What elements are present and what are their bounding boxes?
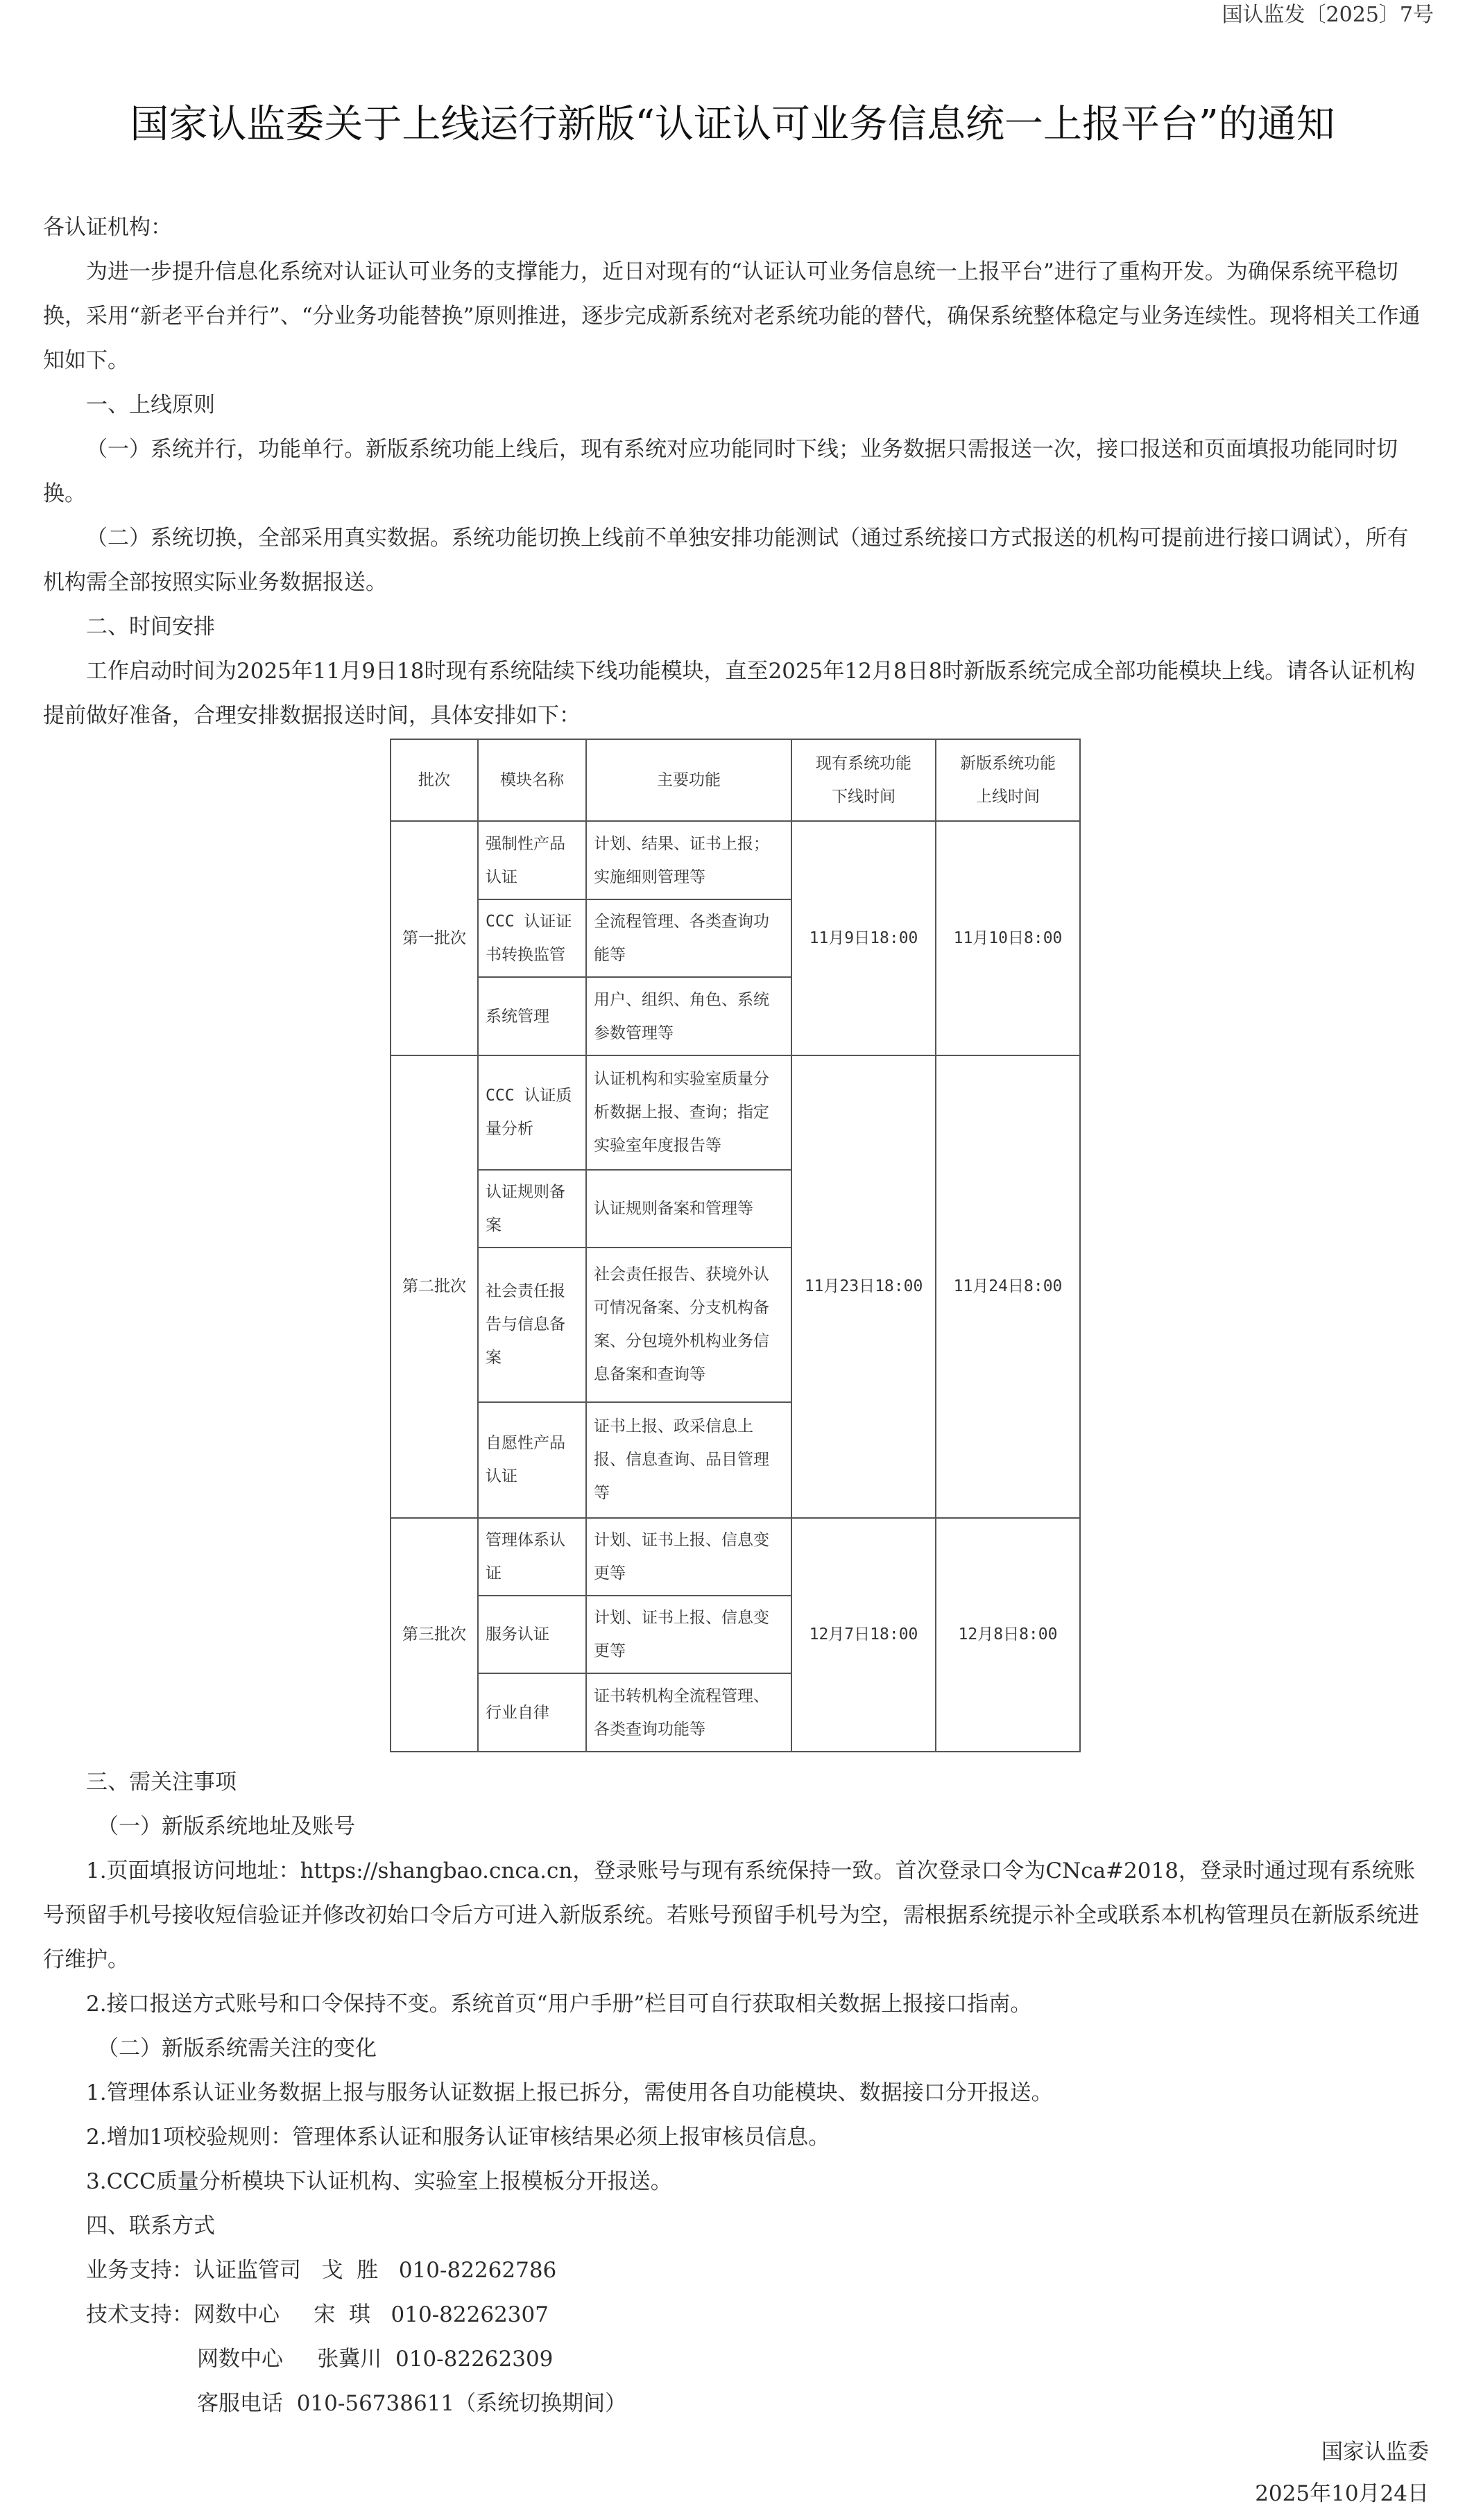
offline-time-cell: 11月9日18:00 bbox=[791, 821, 936, 1055]
online-time-cell: 11月10日8:00 bbox=[936, 821, 1080, 1055]
signature-block bbox=[1255, 2431, 1429, 2514]
module-cell: 社会责任报告与信息备案 bbox=[478, 1248, 586, 1402]
header-batch: 批次 bbox=[391, 739, 478, 821]
intro-paragraph: 为进一步提升信息化系统对认证认可业务的支撑能力，近日对现有的“认证认可业务信息统一上报平台”进行了重构开发。为确保系统平稳切换，采用“新老平台并行”、“分业务功能替换”原则推进，逐步完成新系统对老系统功能的替代，确保系统整体稳定与业务连续性。现将相关工作通知如下。 bbox=[43, 259, 1421, 373]
changes-paragraph-1: 1.管理体系认证业务数据上报与服务认证数据上报已拆分，需使用各自功能模块、数据接口分开报送。 bbox=[86, 2080, 1053, 2105]
header-module: 模块名称 bbox=[478, 739, 586, 821]
module-cell: CCC 认证质量分析 bbox=[478, 1055, 586, 1170]
header-offline-line1: 现有系统功能 bbox=[816, 754, 911, 773]
table-header-row bbox=[391, 739, 1080, 821]
module-cell: 强制性产品认证 bbox=[478, 821, 586, 899]
document-title: 国家认监委关于上线运行新版“认证认可业务信息统一上报平台”的通知 bbox=[130, 102, 1335, 147]
function-cell: 计划、结果、证书上报；实施细则管理等 bbox=[586, 821, 791, 899]
changes-paragraph-2: 2.增加1项校验规则：管理体系认证和服务认证审核结果必须上报审核员信息。 bbox=[86, 2125, 830, 2150]
notice-body-top bbox=[43, 205, 1429, 738]
module-cell: 行业自律 bbox=[478, 1673, 586, 1752]
module-cell: CCC 认证证书转换监管 bbox=[478, 899, 586, 977]
section-heading-schedule: 二、时间安排 bbox=[86, 614, 215, 639]
table-row bbox=[391, 1055, 1080, 1170]
schedule-paragraph: 工作启动时间为2025年11月9日18时现有系统陆续下线功能模块，直至2025年12月8日8时新版系统完成全部功能模块上线。请各认证机构提前做好准备，合理安排数据报送时间，具体安排如下： bbox=[43, 659, 1416, 728]
function-cell: 社会责任报告、获境外认可情况备案、分支机构备案、分包境外机构业务信息备案和查询等 bbox=[586, 1248, 791, 1402]
contact-service-phone: 客服电话 010-56738611（系统切换期间） bbox=[197, 2391, 627, 2416]
principle-item-2: （二）系统切换，全部采用真实数据。系统功能切换上线前不单独安排功能测试（通过系统接口方式报送的机构可提前进行接口调试），所有机构需全部按照实际业务数据报送。 bbox=[43, 526, 1409, 595]
batch-cell: 第三批次 bbox=[391, 1518, 478, 1752]
online-time-cell: 11月24日8:00 bbox=[936, 1055, 1080, 1518]
section-heading-notes: 三、需关注事项 bbox=[86, 1770, 237, 1795]
online-time-cell: 12月8日8:00 bbox=[936, 1518, 1080, 1752]
table-row bbox=[391, 1518, 1080, 1596]
issue-date: 2025年10月24日 bbox=[1255, 2481, 1429, 2506]
address-paragraph-2: 2.接口报送方式账号和口令保持不变。系统首页“用户手册”栏目可自行获取相关数据上报接口指南。 bbox=[86, 1992, 1032, 2017]
principle-item-1: （一）系统并行，功能单行。新版系统功能上线后，现有系统对应功能同时下线；业务数据只需报送一次，接口报送和页面填报功能同时切换。 bbox=[43, 437, 1398, 506]
function-cell: 证书转机构全流程管理、各类查询功能等 bbox=[586, 1673, 791, 1752]
subsection-heading-changes: （二）新版系统需关注的变化 bbox=[97, 2036, 377, 2061]
offline-time-cell: 11月23日18:00 bbox=[791, 1055, 936, 1518]
table-row bbox=[391, 821, 1080, 899]
function-cell: 计划、证书上报、信息变更等 bbox=[586, 1518, 791, 1596]
module-cell: 服务认证 bbox=[478, 1596, 586, 1673]
function-cell: 认证机构和实验室质量分析数据上报、查询；指定实验室年度报告等 bbox=[586, 1055, 791, 1170]
function-cell: 认证规则备案和管理等 bbox=[586, 1170, 791, 1248]
changes-paragraph-3: 3.CCC质量分析模块下认证机构、实验室上报模板分开报送。 bbox=[86, 2169, 672, 2194]
function-cell: 计划、证书上报、信息变更等 bbox=[586, 1596, 791, 1673]
contact-technical-2: 网数中心 张冀川 010-82262309 bbox=[197, 2347, 554, 2372]
module-cell: 认证规则备案 bbox=[478, 1170, 586, 1248]
section-heading-contacts: 四、联系方式 bbox=[86, 2213, 215, 2238]
salutation: 各认证机构： bbox=[43, 215, 172, 240]
issuer-name: 国家认监委 bbox=[1321, 2440, 1429, 2465]
document-number: 国认监发〔2025〕7号 bbox=[1222, 3, 1434, 27]
address-paragraph-1: 1.页面填报访问地址：https://shangbao.cnca.cn，登录账号与现有系统保持一致。首次登录口令为CNca#2018，登录时通过现有系统账号预留手机号接收短信验证并修改初始口令后方可进入新版系统。若账号预留手机号为空，需根据系统提示补全或联系本机构管理员在新版系统进行维护。 bbox=[43, 1858, 1419, 1972]
function-cell: 全流程管理、各类查询功能等 bbox=[586, 899, 791, 977]
header-offline-time bbox=[791, 739, 936, 821]
offline-time-cell: 12月7日18:00 bbox=[791, 1518, 936, 1752]
schedule-table bbox=[390, 739, 1081, 1752]
function-cell: 用户、组织、角色、系统参数管理等 bbox=[586, 977, 791, 1055]
header-online-time bbox=[936, 739, 1080, 821]
header-online-line2: 上线时间 bbox=[976, 788, 1040, 806]
module-cell: 自愿性产品认证 bbox=[478, 1402, 586, 1518]
contact-technical: 技术支持：网数中心 宋 琪 010-82262307 bbox=[86, 2302, 549, 2327]
section-heading-principles: 一、上线原则 bbox=[86, 392, 215, 417]
function-cell: 证书上报、政采信息上报、信息查询、品目管理等 bbox=[586, 1402, 791, 1518]
header-online-line1: 新版系统功能 bbox=[960, 754, 1056, 773]
header-function: 主要功能 bbox=[586, 739, 791, 821]
subsection-heading-address: （一）新版系统地址及账号 bbox=[97, 1814, 355, 1839]
batch-cell: 第二批次 bbox=[391, 1055, 478, 1518]
module-cell: 管理体系认证 bbox=[478, 1518, 586, 1596]
contact-business: 业务支持：认证监管司 戈 胜 010-82262786 bbox=[86, 2258, 557, 2283]
module-cell: 系统管理 bbox=[478, 977, 586, 1055]
notice-body-bottom bbox=[43, 1760, 1429, 2426]
batch-cell: 第一批次 bbox=[391, 821, 478, 1055]
header-offline-line2: 下线时间 bbox=[832, 788, 896, 806]
